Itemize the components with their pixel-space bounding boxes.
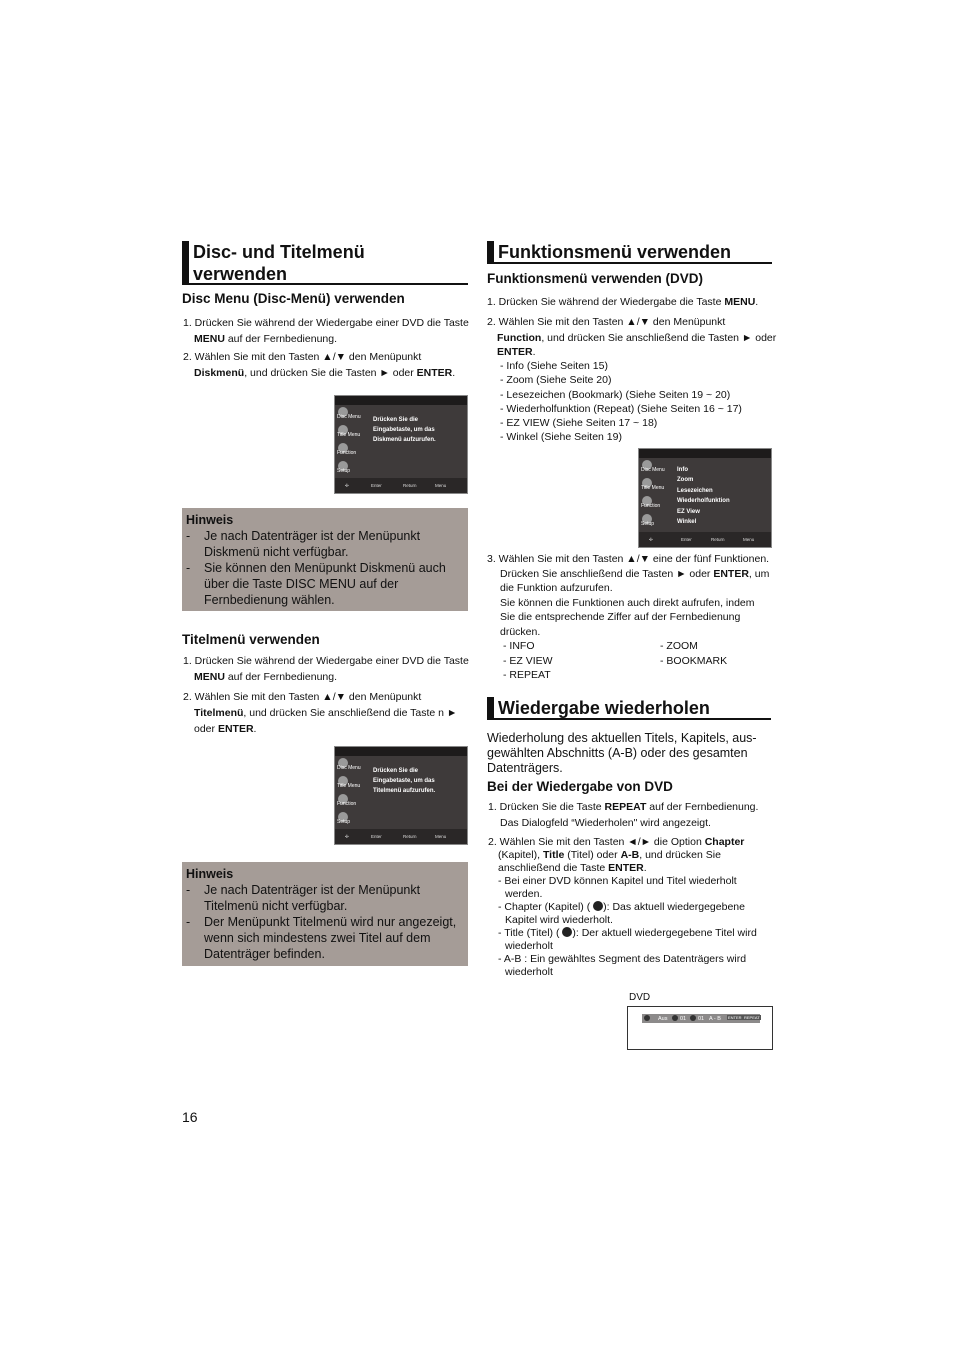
screen-text: Titelmenü aufzurufen. [373, 788, 436, 794]
screen-text: Eingabetaste, um das [373, 778, 435, 784]
step-bold: Diskmenü [194, 367, 245, 379]
chapter-number: 01 [680, 1015, 687, 1022]
menu-item-label: Disc Menu [641, 467, 665, 473]
footer-return: Return [403, 834, 417, 839]
note-text: Fernbedienung wählen. [204, 593, 335, 607]
intro-text: Wiederholung des aktuellen Titels, Kapitels, aus- [487, 731, 757, 745]
screen-text: Drücken Sie die [373, 417, 419, 423]
screen-text: Diskmenü aufzurufen. [373, 437, 436, 443]
screen-top-bar [335, 747, 467, 756]
repeat-button-label: REPEAT [744, 1015, 760, 1020]
chapter-repeat-icon [593, 901, 603, 911]
function-menu-screen [638, 448, 772, 548]
menu-item-disc [335, 405, 365, 423]
screen-footer [639, 532, 771, 547]
bullet-text: ): Das aktuell wiedergegebene [603, 901, 745, 913]
step-text: 3. Wählen Sie mit den Tasten ▲/▼ eine der fünf Funktionen. [487, 553, 770, 565]
list-item: - Info (Siehe Seiten 15) [500, 360, 608, 372]
disc-menu-screen [334, 395, 468, 494]
step-text: . [452, 367, 456, 379]
list-item: - Winkel (Siehe Seiten 19) [500, 431, 622, 444]
list-item: - EZ VIEW (Siehe Seiten 17 ~ 18) [500, 417, 658, 430]
step-bold: ENTER [217, 723, 254, 735]
menu-item-label: Function [337, 801, 357, 807]
step-text: Das Dialogfeld “Wiederholen" wird angezeigt. [500, 817, 711, 829]
footer-enter: Enter [371, 834, 382, 839]
menu-item-disc [639, 458, 669, 476]
list-item: - Zoom (Siehe Seite 20) [500, 374, 612, 387]
title-menu-heading: Titelmenü verwenden [182, 632, 320, 647]
bullet-text: - Bei einer DVD können Kapitel und Titel wiederholt [498, 875, 737, 887]
step-text: Drücken Sie anschließend die Tasten ► oder [500, 567, 714, 580]
shortcut-item: - EZ VIEW [503, 654, 553, 667]
step-text: 1. Drücken Sie während der Wiedergabe einer DVD die Taste [183, 317, 469, 329]
step-text: 1. Drücken Sie während der Wiedergabe einer DVD die Taste [183, 655, 469, 667]
bullet-text: ): Der aktuell wiedergegebene Titel wird [572, 927, 757, 939]
screen-item: Lesezeichen [677, 487, 713, 494]
step-bold: ENTER [608, 862, 644, 874]
repeat-subheading: Bei der Wiedergabe von DVD [487, 779, 673, 794]
step-text: auf der Fernbedienung. [646, 801, 759, 813]
footer-menu: Menu [435, 834, 447, 839]
step-bold: Title [542, 849, 565, 861]
shortcut-item: - BOOKMARK [660, 654, 728, 667]
step-bold: A-B [620, 849, 640, 861]
screen-side-menu [335, 405, 365, 477]
disc-menu-heading: Disc Menu (Disc-Menü) verwenden [182, 291, 405, 306]
note-item: - Der Menüpunkt Titelmenü wird nur angezeigt, wenn sich mindestens zwei Titel auf dem Datenträger befinden. [186, 915, 457, 961]
function-list [487, 359, 777, 445]
disc-menu-steps [183, 315, 473, 381]
menu-item-label: Title Menu [337, 783, 361, 789]
section-title-text: Funktionsmenü verwenden [498, 242, 732, 262]
footer-menu: Menu [743, 537, 755, 542]
step-text: oder [194, 723, 218, 735]
step-text: die Funktion aufzurufen. [500, 582, 613, 594]
ab-label: A - B [709, 1015, 721, 1022]
function-step3 [487, 552, 777, 683]
menu-item-function [639, 494, 669, 512]
step-text: , und drücken Sie anschließend die Tasten ► oder [541, 332, 777, 344]
list-item: - Lesezeichen (Bookmark) (Siehe Seiten 19 ~ 20) [500, 388, 731, 401]
note-title: Hinweis [186, 867, 234, 881]
step-text: anschließend die Taste [498, 862, 609, 874]
note-text: Der Menüpunkt Titelmenü wird nur angezeigt, [204, 915, 457, 929]
menu-item-function [335, 792, 365, 810]
step-text: . [755, 296, 759, 308]
menu-item-label: Disc Menu [337, 414, 361, 420]
screen-side-menu [335, 756, 365, 828]
menu-item-title [335, 774, 365, 792]
screen-footer [335, 829, 467, 844]
footer-enter: Enter [371, 483, 382, 488]
note-text: Diskmenü nicht verfügbar. [204, 545, 349, 559]
menu-item-label: Setup [641, 521, 655, 527]
step-text: 2. Wählen Sie mit den Tasten ◄/► die Option [488, 836, 705, 848]
step-text: 1. Drücken Sie die Taste [488, 801, 605, 813]
note-text: über die Taste DISC MENU auf der [204, 577, 399, 591]
step-text: , und drücken Sie anschließend die Taste n ► [243, 707, 458, 719]
section-title-line2: verwenden [193, 264, 288, 284]
menu-item-setup [335, 459, 365, 477]
note-title: Hinweis [186, 513, 234, 527]
screen-item: Winkel [677, 519, 697, 526]
function-menu-subheading: Funktionsmenü verwenden (DVD) [487, 271, 704, 286]
note-item: - Je nach Datenträger ist der Menüpunkt Diskmenü nicht verfügbar. [186, 529, 421, 559]
bullet-text: wiederholt [505, 966, 553, 978]
function-steps [487, 294, 777, 445]
title-menu-steps [183, 653, 473, 737]
bullet-text: wiederholt [505, 940, 553, 952]
list-item: - Wiederholfunktion (Repeat) (Siehe Seiten 16 ~ 17) [500, 402, 742, 415]
section-title-line1: Disc- und Titelmenü [193, 242, 365, 262]
menu-item-label: Function [337, 450, 357, 456]
repeat-icon [644, 1015, 650, 1021]
note-text: Je nach Datenträger ist der Menüpunkt [204, 883, 421, 897]
screen-message [373, 766, 435, 796]
function-shortcuts [487, 639, 777, 683]
bullet-text: - A-B : Ein gewähltes Segment des Datenträgers wird [498, 953, 747, 965]
step-bold: ENTER [497, 346, 533, 358]
section-title-disc-title-menu [182, 241, 468, 285]
screen-text: Eingabetaste, um das [373, 427, 435, 433]
bullet-text: werden. [505, 888, 543, 900]
page-number: 16 [182, 1109, 198, 1125]
step-bold: ENTER [713, 567, 749, 580]
title-repeat-icon [562, 927, 572, 937]
menu-item-setup [639, 512, 669, 530]
screen-item: Wiederholfunktion [677, 498, 730, 505]
step-text: auf der Fernbedienung. [224, 333, 338, 345]
step-text: , um [748, 567, 770, 580]
section-title-repeat [487, 697, 771, 720]
repeat-dialog-bar [642, 1014, 760, 1023]
menu-item-disc [335, 756, 365, 774]
screen-text: Drücken Sie die [373, 768, 419, 774]
section-title-function-menu [487, 241, 772, 264]
title-bar-decoration [487, 697, 494, 720]
title-number: 01 [698, 1015, 705, 1022]
bullet-text: - Chapter (Kapitel) ( [498, 901, 594, 913]
step-text: , und drücken Sie [639, 849, 721, 861]
repeat-steps [488, 799, 778, 979]
menu-item-label: Title Menu [337, 432, 361, 438]
footer-enter: Enter [681, 537, 692, 542]
section-title-text: Wiedergabe wiederholen [498, 698, 710, 718]
footer-menu: Menu [435, 483, 447, 488]
step-bold: REPEAT [604, 801, 647, 813]
function-list-screen [677, 465, 730, 527]
repeat-bullets [488, 875, 778, 979]
title-menu-screen [334, 746, 468, 845]
intro-text: Datenträgers. [487, 761, 563, 775]
footer-return: Return [711, 537, 725, 542]
step-text: . [643, 862, 647, 874]
menu-item-title [639, 476, 669, 494]
screen-top-bar [335, 396, 467, 405]
note-item: - Sie können den Menüpunkt Diskmenü auch über die Taste DISC MENU auf der Fernbedienung wählen. [186, 561, 446, 607]
shortcut-item: - REPEAT [503, 669, 551, 681]
step-text: 2. Wählen Sie mit den Tasten ▲/▼ den Menüpunkt [183, 691, 422, 703]
step-text: 1. Drücken Sie während der Wiedergabe die Taste [487, 296, 725, 308]
note-box-1 [182, 508, 468, 611]
step-text: Sie die entsprechende Ziffer auf der Fernbedienung [500, 611, 741, 623]
note-text: Je nach Datenträger ist der Menüpunkt [204, 529, 421, 543]
screen-item: EZ View [677, 508, 700, 515]
menu-item-label: Title Menu [641, 485, 665, 491]
menu-item-label: Setup [337, 468, 351, 474]
footer-return: Return [403, 483, 417, 488]
nav-icon: ✣ [649, 537, 653, 542]
step-text: (Kapitel), [498, 849, 543, 861]
step-bold: Titelmenü [194, 707, 244, 719]
nav-icon: ✣ [345, 834, 349, 839]
title-bar-decoration [487, 241, 494, 264]
nav-icon: ✣ [345, 483, 349, 488]
shortcut-item: - INFO [503, 640, 535, 652]
step-bold: MENU [724, 296, 756, 308]
note-text: Titelmenü nicht verfügbar. [204, 899, 348, 913]
step-bold: Chapter [704, 836, 745, 848]
step-text: 2. Wählen Sie mit den Tasten ▲/▼ den Menüpunkt [487, 316, 726, 328]
step-text: . [253, 723, 257, 735]
repeat-intro [487, 731, 777, 776]
step-text: drücken. [500, 625, 541, 638]
screen-side-menu [639, 458, 669, 530]
step-text: (Titel) oder [564, 849, 621, 861]
step-text: Sie können die Funktionen auch direkt aufrufen, indem [500, 596, 755, 609]
shortcut-item: - ZOOM [660, 640, 698, 652]
step-text: 2. Wählen Sie mit den Tasten ▲/▼ den Menüpunkt [183, 351, 422, 363]
step-bold: Function [497, 332, 542, 344]
bullet-text: - Title (Titel) ( [498, 927, 563, 939]
menu-item-label: Disc Menu [337, 765, 361, 771]
intro-text: gewählten Abschnitts (A-B) oder des gesamten [487, 746, 748, 760]
screen-footer [335, 478, 467, 493]
menu-item-setup [335, 810, 365, 828]
enter-button-label: ENTER [728, 1015, 742, 1020]
menu-item-label: Setup [337, 819, 351, 825]
menu-item-title [335, 423, 365, 441]
title-bar-decoration [182, 241, 189, 285]
chapter-icon [672, 1015, 678, 1021]
menu-item-label: Function [641, 503, 661, 509]
repeat-off-label: Aus [658, 1015, 668, 1022]
step-text: auf der Fernbedienung. [224, 671, 338, 683]
note-text: wenn sich mindestens zwei Titel auf dem [204, 931, 431, 945]
dvd-label: DVD [629, 992, 651, 1003]
menu-item-function [335, 441, 365, 459]
screen-message [373, 415, 436, 445]
step-bold: MENU [194, 333, 225, 345]
title-icon [690, 1015, 696, 1021]
step-bold: MENU [194, 671, 225, 683]
note-box-2 [182, 862, 468, 966]
screen-item: Info [677, 467, 688, 473]
screen-top-bar [639, 449, 771, 458]
step-bold: ENTER [416, 367, 453, 379]
note-item: - Je nach Datenträger ist der Menüpunkt Titelmenü nicht verfügbar. [186, 883, 421, 913]
repeat-dialog-frame [627, 1006, 773, 1050]
bullet-text: Kapitel wird wiederholt. [505, 914, 613, 926]
note-text: Sie können den Menüpunkt Diskmenü auch [204, 561, 446, 575]
step-text: . [532, 346, 536, 358]
note-text: Datenträger befinden. [204, 947, 325, 961]
step-text: , und drücken Sie die Tasten ► oder [244, 367, 417, 379]
screen-item: Zoom [677, 477, 694, 484]
